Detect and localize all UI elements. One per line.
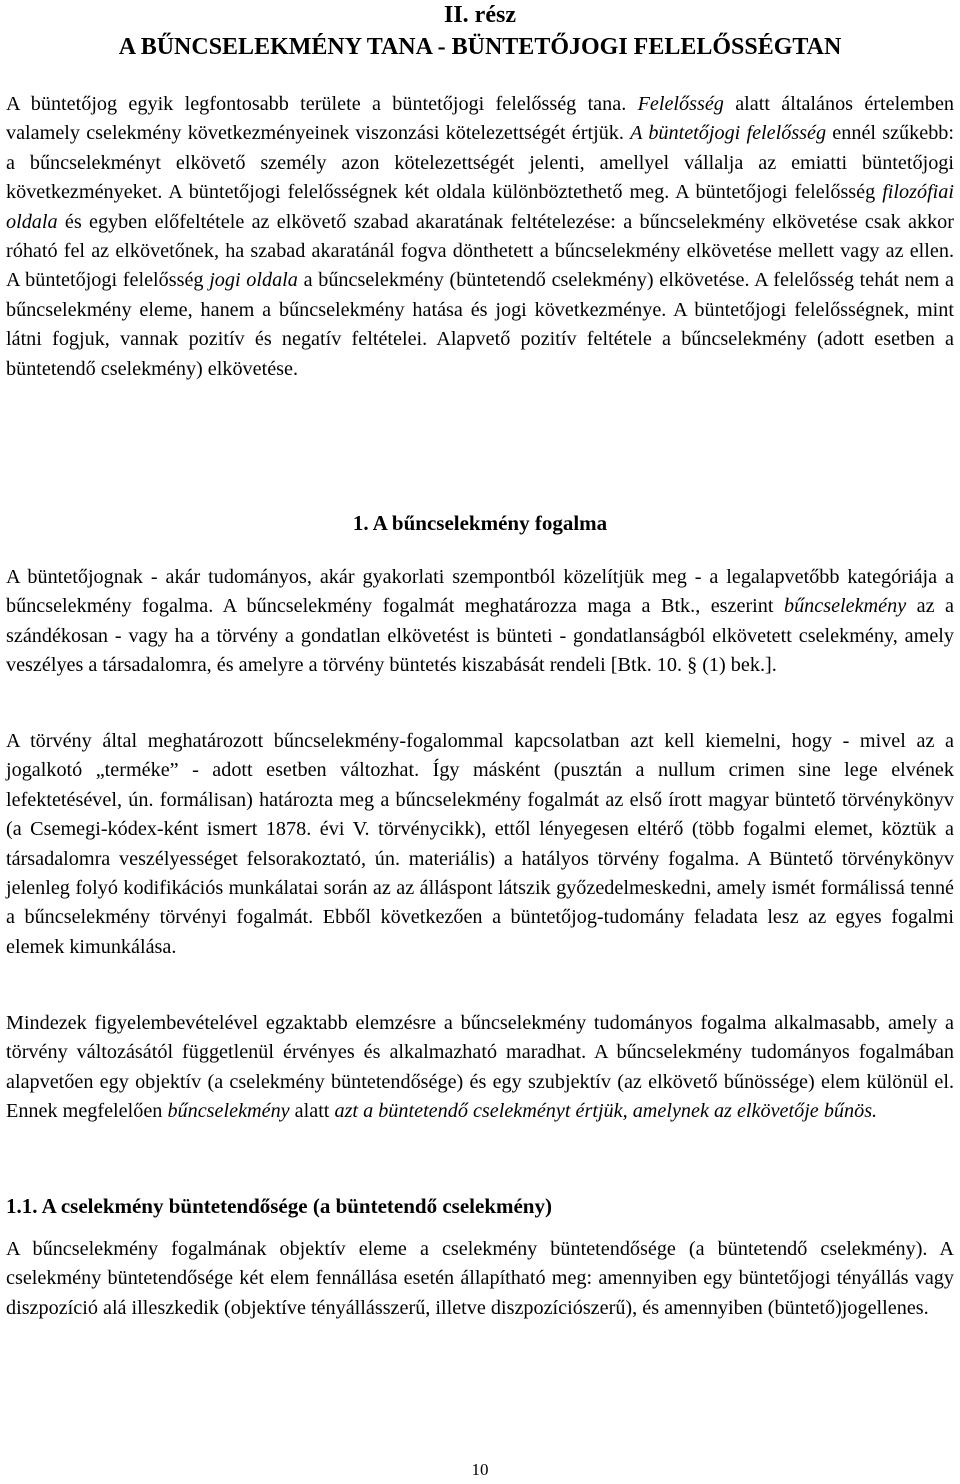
- section1-paragraph-3: [6, 1009, 954, 1127]
- s1p3-definition: azt a büntetendő cselekményt értjük, amelynek az elkövetője bűnös.: [334, 1100, 878, 1123]
- intro-term-buntetojogi-felelosseg: A büntetőjogi felelősség: [630, 122, 827, 145]
- s1p3-text-3: alatt: [289, 1100, 335, 1123]
- intro-term-jogi-oldala: jogi oldala: [209, 269, 298, 292]
- intro-term-felelosseg: Felelősség: [637, 93, 724, 115]
- s1p1-text-1: A büntetőjognak - akár tudományos, akár gyakorlati szempontból közelítjük meg - a legalapvetőbb kategóriája a bűncselekmény fogalma. A bűncselekmény fogalmát meghatározza maga a Btk., eszerint: [6, 566, 954, 618]
- intro-text-9: a bűncselekmény (büntetendő cselekmény) elkövetése. A felelősség tehát nem a bűncselekmény eleme, hanem a bűncselekmény hatása és jogi következménye. A büntetőjogi felelősségnek, mint látni fogjuk, vannak pozitív és negatív feltételei. Alapvető pozitív feltétele a bűncselekmény (adott esetben a büntetendő cselekmény) elkövetése.: [6, 269, 954, 380]
- part-label: II. rész: [444, 2, 516, 28]
- intro-text-7: és egyben előfeltétele az elkövető szabad akaratának feltételezése: a bűncselekmény elkövetése csak akkor róható fel az elkövetőnek, ha szabad akaratánál fogva dönthetett a bűncselekmény elkövetése mellett vagy az ellen. A büntetőjogi felelősség: [6, 210, 954, 292]
- s1p1-text-3: az a szándékosan - vagy ha a törvény a gondatlan elkövetést is bünteti - gondatlanságból elkövetett cselekmény, amely veszélyes a társadalomra, és amelyre a törvény büntetés kiszabását rendeli [Btk. 10. § (1) bek.].: [6, 595, 954, 677]
- intro-text-5: ennél szűkebb: a bűncselekményt elkövető személy azon kötelezettségét jelenti, amellyel vállalja az emiatti büntetőjogi következményeket. A büntetőjogi felelősségnek két oldala különböztethető meg. A büntetőjogi felelősség: [6, 122, 954, 204]
- chapter-title: A BŰNCSELEKMÉNY TANA - BÜNTETŐJOGI FELELŐSSÉGTAN: [118, 34, 842, 60]
- section1-paragraph-2: A törvény által meghatározott bűncselekmény-fogalommal kapcsolatban azt kell kiemelni, hogy - mivel az a jogalkotó „terméke” - adott esetben változhat. Így másként (pusztán a nullum crimen sine lege elvének lefektetésével, ún. formálisan) határozta meg a bűncselekmény fogalmát az első írott magyar büntető törvénykönyv (a Csemegi-kódex-ként ismert 1878. évi V. törvénycikk), ettől lényegesen eltérő (több fogalmi elemet, köztük a társadalomra veszélyességet felsorakoztató, ún. materiális) a hatályos törvény fogalma. A Büntető törvénykönyv jelenleg folyó kodifikációs munkálatai során az az álláspont látszik győzedelmeskedni, amely ismét formálissá tenné a bűncselekmény törvényi fogalmát. Ebből következően a büntetőjog-tudomány feladata lesz az egyes fogalmi elemek kimunkálása.: [6, 730, 954, 958]
- intro-text-1: A büntetőjog egyik legfontosabb területe a büntetőjogi felelősség tana.: [6, 93, 638, 115]
- section1-paragraph-1: [6, 563, 954, 681]
- section-heading-1-1: 1.1. A cselekmény büntetendősége (a büntetendő cselekmény): [6, 1194, 552, 1218]
- intro-term-filozofiai-oldala: filozófiai oldala: [6, 181, 954, 233]
- s1p3-text-1: Mindezek figyelembevételével egzaktabb elemzésre a bűncselekmény tudományos fogalma alkalmasabb, amely a törvény változásától függetlenül érvényes és alkalmazható maradhat. A bűncselekmény tudományos fogalmában alapvetően egy objektív (a cselekmény büntetendősége) és egy szubjektív (az elkövető bűnössége) elem különül el. Ennek megfelelően: [6, 1012, 954, 1123]
- page-number: 10: [471, 1460, 489, 1479]
- s1p1-term-buncselekmeny: bűncselekmény: [783, 595, 907, 618]
- section11-paragraph-1: A bűncselekmény fogalmának objektív eleme a cselekmény büntetendősége (a büntetendő cselekmény). A cselekmény büntetendősége két elem fennállása esetén állapítható meg: amennyiben egy büntetőjogi tényállás vagy diszpozíció alá illeszkedik (objektíve tényállásszerű, illetve diszpozíciószerű), és amennyiben (büntető)jogellenes.: [6, 1238, 954, 1319]
- intro-paragraph: [6, 90, 954, 384]
- section-heading-1: 1. A bűncselekmény fogalma: [352, 511, 608, 535]
- s1p3-term-buncselekmeny: bűncselekmény: [167, 1100, 290, 1123]
- intro-text-3: alatt általános értelemben valamely cselekmény következményeinek viszonzási kötelezettségét értjük.: [6, 93, 954, 145]
